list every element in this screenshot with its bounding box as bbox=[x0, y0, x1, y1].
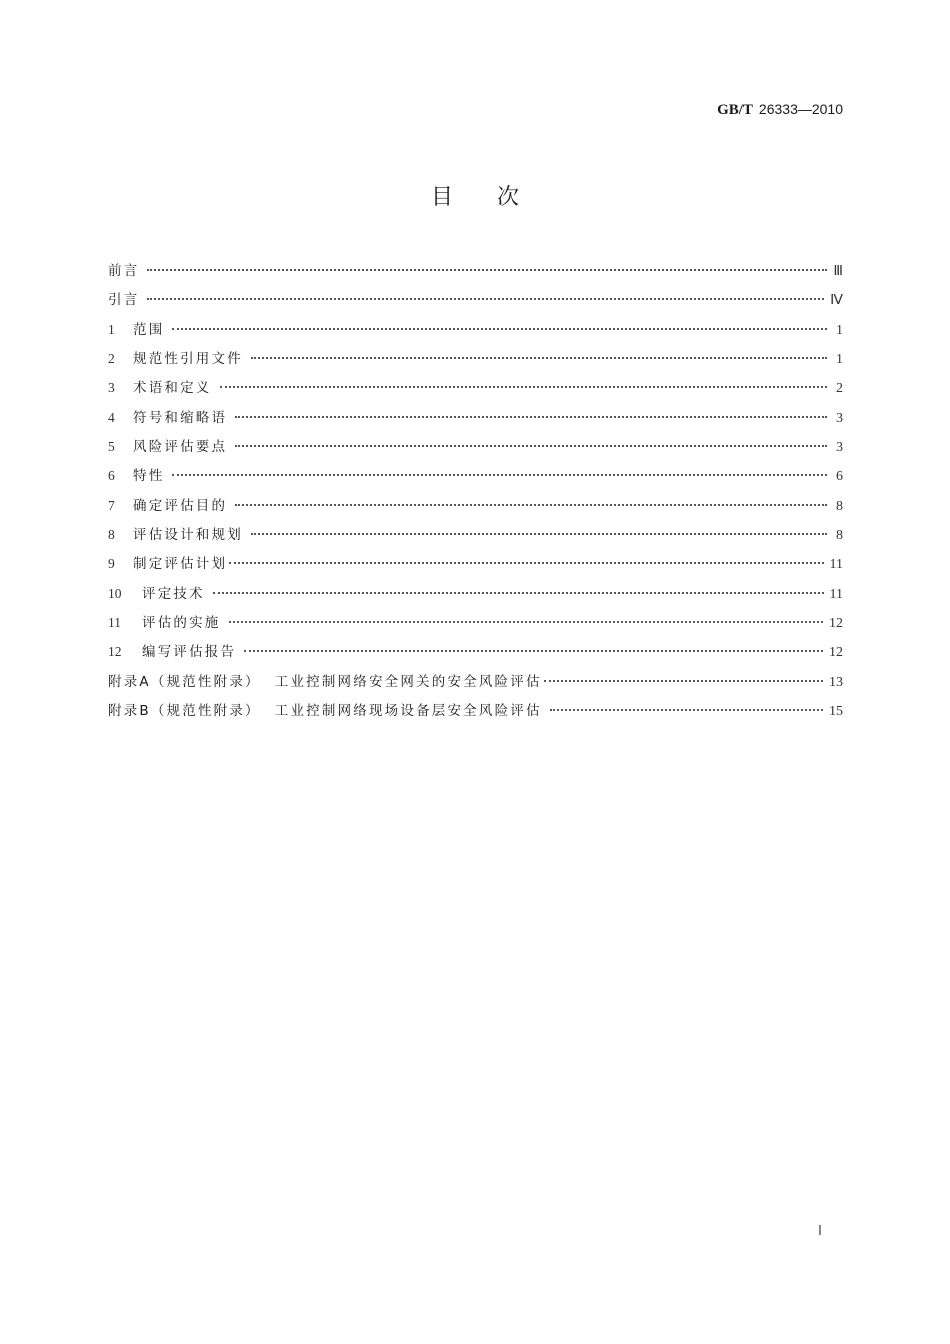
toc-entry-4[interactable] bbox=[108, 407, 843, 436]
toc-entry-page: 8 bbox=[836, 527, 843, 543]
toc-entry-label bbox=[108, 671, 542, 693]
toc-entry-number: 6 bbox=[108, 468, 115, 484]
page-title bbox=[0, 183, 950, 213]
toc-entry-number: 4 bbox=[108, 409, 115, 425]
toc-entry-number: 3 bbox=[108, 380, 115, 396]
dot-leader bbox=[229, 621, 824, 623]
toc-entry-label: 范围 bbox=[133, 321, 165, 338]
toc-entry-9[interactable] bbox=[108, 553, 843, 582]
dot-leader bbox=[229, 562, 823, 564]
toc-entry-7[interactable] bbox=[108, 495, 843, 524]
toc-entry-6[interactable] bbox=[108, 465, 843, 494]
toc-entry-page: 11 bbox=[829, 586, 843, 602]
dot-leader bbox=[550, 709, 823, 711]
toc-entry-2[interactable] bbox=[108, 348, 843, 377]
toc-entry-number: 9 bbox=[108, 556, 115, 572]
dot-leader bbox=[251, 357, 827, 359]
toc-entry-12[interactable] bbox=[108, 641, 843, 670]
toc-entry-page: 13 bbox=[829, 674, 843, 690]
toc-entry-page: Ⅳ bbox=[830, 293, 843, 309]
appendix-label: 附录B（规范性附录） bbox=[108, 702, 261, 719]
toc-entry-number: 7 bbox=[108, 497, 115, 513]
toc-entry-label: 前言 bbox=[108, 263, 140, 279]
toc-entry-label: 评估设计和规划 bbox=[133, 526, 243, 543]
page-header bbox=[717, 99, 843, 120]
table-of-contents bbox=[108, 260, 843, 729]
toc-entry-3[interactable] bbox=[108, 377, 843, 406]
toc-entry-number: 11 bbox=[108, 614, 121, 630]
dot-leader bbox=[172, 328, 827, 330]
toc-entry-page: 8 bbox=[836, 498, 843, 514]
toc-entry-page: 11 bbox=[829, 557, 843, 573]
toc-entry-label bbox=[108, 700, 542, 722]
appendix-title: 工业控制网络现场设备层安全风险评估 bbox=[274, 702, 542, 719]
toc-entry-number: 1 bbox=[108, 321, 115, 337]
toc-entry-page: 12 bbox=[829, 645, 843, 661]
toc-entry-label: 规范性引用文件 bbox=[133, 350, 243, 367]
toc-entry-label: 确定评估目的 bbox=[133, 497, 228, 514]
standard-number: 26333—2010 bbox=[758, 101, 843, 117]
toc-entry-label: 制定评估计划 bbox=[133, 556, 228, 573]
title-char-2: 次 bbox=[497, 185, 520, 210]
appendix-title: 工业控制网络安全网关的安全风险评估 bbox=[274, 673, 542, 690]
toc-entry-label: 引言 bbox=[108, 292, 140, 309]
toc-entry-number: 2 bbox=[108, 350, 115, 366]
toc-entry-page: 15 bbox=[829, 703, 843, 719]
toc-entry-label: 术语和定义 bbox=[133, 380, 212, 397]
toc-entry-introduction[interactable] bbox=[108, 289, 843, 318]
toc-entry-foreword[interactable] bbox=[108, 260, 843, 289]
dot-leader bbox=[147, 269, 827, 271]
dot-leader bbox=[235, 445, 827, 447]
dot-leader bbox=[251, 533, 827, 535]
toc-entry-label: 风险评估要点 bbox=[133, 438, 228, 455]
appendix-label: 附录A（规范性附录） bbox=[108, 673, 261, 690]
toc-entry-8[interactable] bbox=[108, 524, 843, 553]
toc-entry-page: 2 bbox=[836, 381, 843, 397]
dot-leader bbox=[172, 474, 827, 476]
dot-leader bbox=[235, 504, 827, 506]
page-number: Ⅰ bbox=[817, 1224, 822, 1239]
toc-entry-10[interactable] bbox=[108, 583, 843, 612]
dot-leader bbox=[544, 680, 823, 682]
toc-entry-number: 10 bbox=[108, 585, 122, 601]
dot-leader bbox=[220, 386, 828, 388]
toc-entry-label: 特性 bbox=[133, 468, 165, 485]
toc-entry-label: 编写评估报告 bbox=[142, 644, 237, 661]
toc-entry-number: 5 bbox=[108, 438, 115, 454]
toc-entry-page: 6 bbox=[836, 469, 843, 485]
toc-entry-page: 3 bbox=[836, 439, 843, 455]
toc-entry-page: 12 bbox=[829, 615, 843, 631]
toc-entry-label: 评定技术 bbox=[142, 585, 205, 602]
toc-entry-11[interactable] bbox=[108, 612, 843, 641]
toc-entry-page: 3 bbox=[836, 410, 843, 426]
standard-prefix: GB/T bbox=[717, 102, 753, 118]
toc-entry-page: 1 bbox=[836, 351, 843, 367]
toc-entry-appendix-b[interactable] bbox=[108, 700, 843, 729]
dot-leader bbox=[244, 650, 823, 652]
dot-leader bbox=[235, 416, 827, 418]
toc-entry-label: 符号和缩略语 bbox=[133, 409, 228, 426]
dot-leader bbox=[213, 592, 824, 594]
toc-entry-1[interactable] bbox=[108, 319, 843, 348]
toc-entry-5[interactable] bbox=[108, 436, 843, 465]
toc-entry-page: Ⅲ bbox=[833, 264, 843, 279]
toc-entry-number: 12 bbox=[108, 644, 122, 660]
title-char-1: 目 bbox=[430, 185, 453, 210]
toc-entry-page: 1 bbox=[836, 322, 843, 338]
dot-leader bbox=[147, 298, 824, 300]
toc-entry-number: 8 bbox=[108, 526, 115, 542]
toc-entry-appendix-a[interactable] bbox=[108, 671, 843, 700]
toc-entry-label: 评估的实施 bbox=[142, 614, 221, 631]
